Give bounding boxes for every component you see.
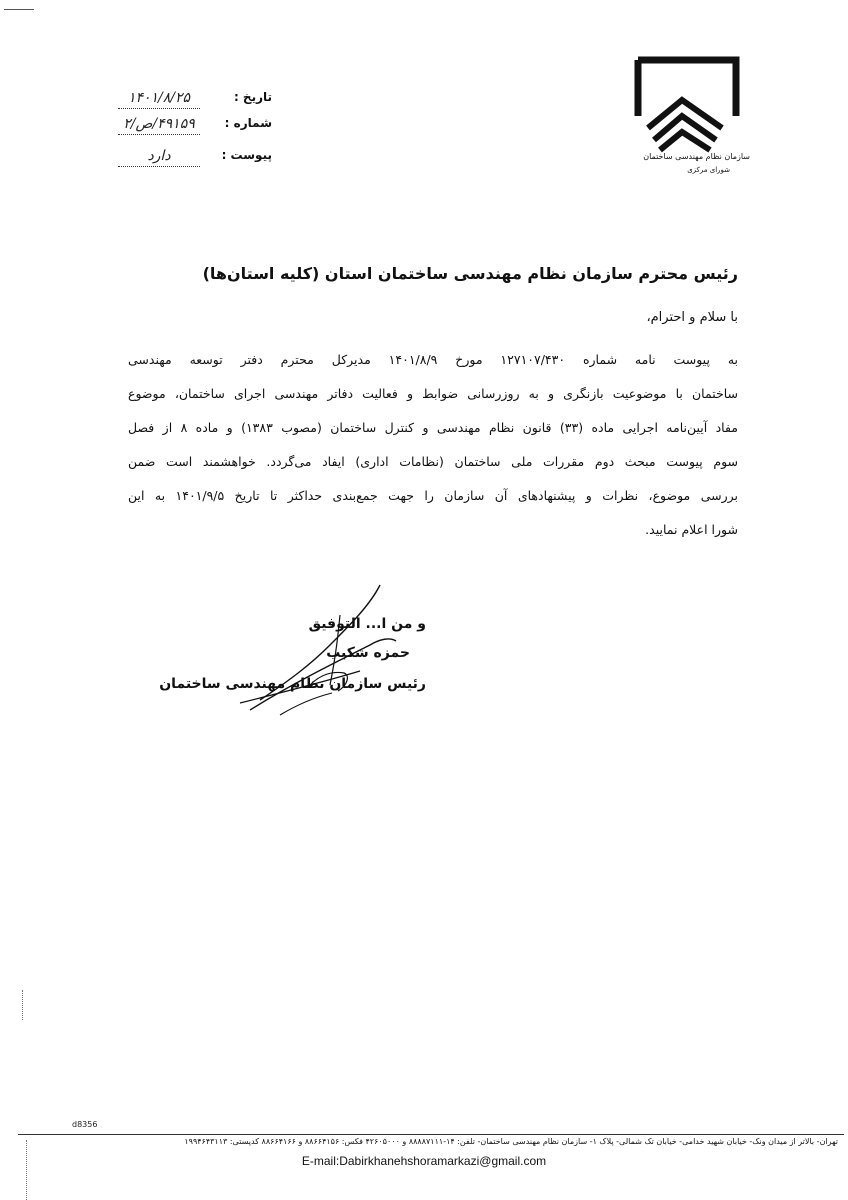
body-line: سوم پیوست مبحث دوم مقررات ملی ساختمان (نظامات اداری) ایفاد می‌گردد. خواهشمند است ضمن xyxy=(128,454,738,469)
org-council: شورای مرکزی xyxy=(687,166,730,174)
greeting: با سلام و احترام، xyxy=(646,310,738,325)
scan-edge-mark xyxy=(26,1140,27,1200)
footer-email: E-mail:Dabirkhanehshoramarkazi@gmail.com xyxy=(301,1154,547,1168)
body-line: مفاد آیین‌نامه اجرایی ماده (۳۳) قانون نظام مهندسی و کنترل ساختمان (مصوب ۱۳۸۳) و ماده ۸ از فصل xyxy=(128,420,739,435)
attachment-label: پیوست : xyxy=(221,148,272,162)
body-line: بررسی موضوع، نظرات و پیشنهادهای آن سازمان را جهت جمع‌بندی حداکثر تا تاریخ ۱۴۰۱/۹/۵ به این xyxy=(128,488,738,503)
scan-edge-line xyxy=(4,9,34,10)
margin-mark xyxy=(22,990,23,1020)
number-label: شماره : xyxy=(224,116,272,130)
number-value: ۴۹۱۵۹/ص/۲ xyxy=(118,116,200,135)
attachment-value: دارد xyxy=(118,148,200,167)
signer-title: رئیس سازمان نظام مهندسی ساختمان xyxy=(159,676,426,692)
handwritten-signature-icon xyxy=(220,575,420,725)
date-value: ۱۴۰۱/۸/۲۵ xyxy=(118,90,200,109)
number-field xyxy=(96,116,272,136)
signer-name: حمزه شکیب xyxy=(326,645,410,661)
body-line: ساختمان با موضوعیت بازنگری و به روزرسانی ضوابط و فعالیت دفاتر مهندسی اجرای ساختمان، موضوع xyxy=(128,386,738,401)
closing-phrase: و من ا... التوفیق xyxy=(308,616,426,632)
date-label: تاریخ : xyxy=(233,90,272,104)
footer-divider xyxy=(18,1134,844,1135)
footer-address: تهران- بالاتر از میدان ونک- خیابان شهید خدامی- خیابان تک شمالی- پلاک ۱- سازمان نظام مهندسی ساختمان- تلفن: ۱۴-۸۸۸۸۷۱۱۱ و ۴۲۶۰۵۰۰۰ فکس: ۸۸۶۶۴۱۵۶ و ۸۸۶۶۴۱۶۶ کدپستی: ۱۹۹۴۶۴۳۱۱۳ xyxy=(184,1137,838,1146)
recipient-heading: رئیس محترم سازمان نظام مهندسی ساختمان استان (کلیه استان‌ها) xyxy=(202,264,738,283)
body-line: به پیوست نامه شماره ۱۲۷۱۰۷/۴۳۰ مورخ ۱۴۰۱/۸/۹ مدیرکل محترم دفتر توسعه مهندسی xyxy=(128,352,738,367)
date-field xyxy=(96,90,272,110)
document-code: d8356 xyxy=(72,1120,98,1129)
attachment-field xyxy=(96,148,272,168)
body-line: شورا اعلام نمایید. xyxy=(645,522,738,537)
org-name: سازمان نظام مهندسی ساختمان xyxy=(643,152,750,161)
